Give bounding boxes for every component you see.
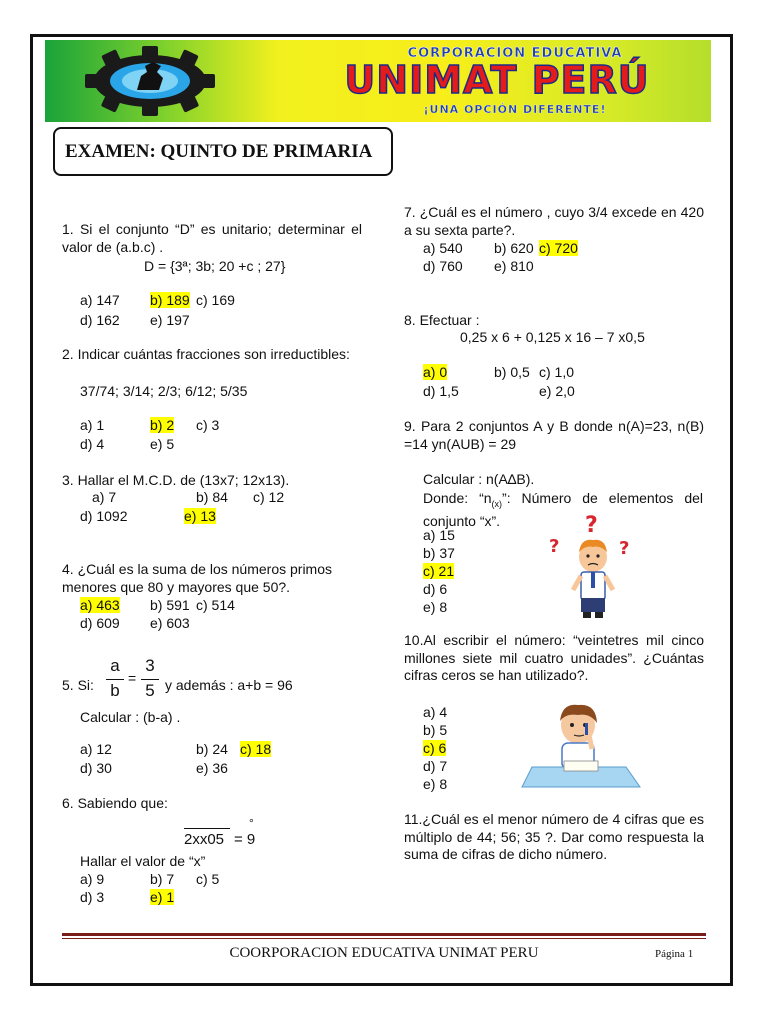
fraction-bar xyxy=(106,679,124,680)
option-1a: a) 147 xyxy=(80,292,120,308)
option-6e-correct: e) 1 xyxy=(150,889,175,905)
question-6-circ: ° xyxy=(249,816,254,830)
option-3d: d) 1092 xyxy=(80,508,128,524)
question-1-text: 1. Si el conjunto “D” es unitario; determinar el valor de (a.b.c) . xyxy=(62,221,362,255)
brand-name: UNIMAT PERÚ xyxy=(344,58,650,102)
question-6-text: 6. Sabiendo que: xyxy=(62,795,168,811)
question-8-text: 8. Efectuar : xyxy=(404,312,480,328)
svg-text:?: ? xyxy=(549,536,560,557)
option-10a: a) 4 xyxy=(423,704,448,720)
option-2d: d) 4 xyxy=(80,436,105,452)
gear-logo-icon xyxy=(75,46,225,116)
option-2e: e) 5 xyxy=(150,436,175,452)
footer-rule-thin xyxy=(62,938,706,939)
option-9d: d) 6 xyxy=(423,581,448,597)
option-4c: c) 514 xyxy=(196,597,235,613)
option-5a: a) 12 xyxy=(80,741,112,757)
option-6b: b) 7 xyxy=(150,871,175,887)
exam-title: EXAMEN: QUINTO DE PRIMARIA xyxy=(53,127,393,176)
option-1d: d) 162 xyxy=(80,312,120,328)
question-6-eq: = 9 xyxy=(234,831,256,848)
option-8d: d) 1,5 xyxy=(423,383,459,399)
fraction-bar-2 xyxy=(141,679,159,680)
option-5d: d) 30 xyxy=(80,760,112,776)
question-1-set: D = {3ª; 3b; 20 +c ; 27} xyxy=(144,258,286,274)
question-11-text: 11.¿Cuál es el menor número de 4 cifras que es múltiplo de 44; 56; 35 ?. Dar como respuesta la suma de cifras de dicho número. xyxy=(404,811,704,862)
fraction-numerator-a: a xyxy=(110,656,120,675)
slogan: ¡UNA OPCIÓN DIFERENTE! xyxy=(423,103,607,116)
question-6-expr: 2xx05 xyxy=(184,831,225,848)
question-5-condition: y además : a+b = 96 xyxy=(165,677,293,693)
corporacion-label: CORPORACION EDUCATIVA xyxy=(407,46,623,61)
fraction-numerator-3: 3 xyxy=(145,656,155,675)
option-7c-correct: c) 720 xyxy=(539,240,578,256)
question-10-text: 10.Al escribir el número: “veintetres mil cinco millones siete mil cuatro unidades”. ¿Cuántas cifras ceros se han utilizado?. xyxy=(404,632,704,683)
option-2a: a) 1 xyxy=(80,417,105,433)
option-4d: d) 609 xyxy=(80,615,120,631)
fraction-equals: = xyxy=(128,670,137,686)
option-3c: c) 12 xyxy=(253,489,285,505)
fraction-denominator-b: b xyxy=(110,681,120,700)
option-9c-correct: c) 21 xyxy=(423,563,455,579)
option-7e: e) 810 xyxy=(494,258,534,274)
question-3-text: 3. Hallar el M.C.D. de (13x7; 12x13). xyxy=(62,472,290,488)
option-10e: e) 8 xyxy=(423,776,448,792)
option-2b-correct: b) 2 xyxy=(150,417,175,433)
option-9e: e) 8 xyxy=(423,599,448,615)
option-6d: d) 3 xyxy=(80,889,105,905)
svg-text:?: ? xyxy=(619,538,630,559)
option-5e: e) 36 xyxy=(196,760,228,776)
option-3a: a) 7 xyxy=(92,489,117,505)
page-number: Página 1 xyxy=(655,948,694,960)
option-8e: e) 2,0 xyxy=(539,383,575,399)
option-9a: a) 15 xyxy=(423,527,455,543)
question-6-find: Hallar el valor de “x” xyxy=(80,853,206,869)
confused-student-illustration xyxy=(545,512,641,622)
option-4b: b) 591 xyxy=(150,597,190,613)
question-2-text: 2. Indicar cuántas fracciones son irreductibles: xyxy=(62,346,350,362)
option-10c-correct: c) 6 xyxy=(423,740,447,756)
question-8-expr: 0,25 x 6 + 0,125 x 16 – 7 x0,5 xyxy=(460,329,645,345)
option-5b: b) 24 xyxy=(196,741,228,757)
option-6a: a) 9 xyxy=(80,871,105,887)
question-9-calc: Calcular : n(A∆B). xyxy=(423,471,535,487)
option-7a: a) 540 xyxy=(423,240,463,256)
header-banner xyxy=(45,40,711,122)
svg-text:?: ? xyxy=(585,513,598,538)
option-8c: c) 1,0 xyxy=(539,364,575,380)
question-5-calc: Calcular : (b-a) . xyxy=(80,709,181,725)
overline xyxy=(184,828,230,829)
option-10b: b) 5 xyxy=(423,722,448,738)
option-1b-correct: b) 189 xyxy=(150,292,190,308)
question-9-text: 9. Para 2 conjuntos A y B donde n(A)=23, n(B) =14 yn(AUB) = 29 xyxy=(404,418,704,452)
fraction-denominator-5: 5 xyxy=(145,681,155,700)
question-4-text: 4. ¿Cuál es la suma de los números primos menores que 80 y mayores que 50?. xyxy=(62,561,332,595)
option-4e: e) 603 xyxy=(150,615,190,631)
option-7d: d) 760 xyxy=(423,258,463,274)
question-9-donde: Donde: “$n_{(x)}$”: Número de elementos del conjunto “x”. xyxy=(423,490,703,530)
option-7b: b) 620 xyxy=(494,240,534,256)
option-9b: b) 37 xyxy=(423,545,455,561)
question-5-prefix: 5. Si: xyxy=(62,677,94,693)
footer-rule-thick xyxy=(62,933,706,936)
footer-text: COORPORACION EDUCATIVA UNIMAT PERU xyxy=(229,945,539,961)
option-2c: c) 3 xyxy=(196,417,220,433)
option-8b: b) 0,5 xyxy=(494,364,530,380)
option-3e-correct: e) 13 xyxy=(184,508,216,524)
option-6c: c) 5 xyxy=(196,871,220,887)
option-10d: d) 7 xyxy=(423,758,448,774)
option-3b: b) 84 xyxy=(196,489,228,505)
option-5c-correct: c) 18 xyxy=(240,741,272,757)
option-1e: e) 197 xyxy=(150,312,190,328)
question-2-list: 37/74; 3/14; 2/3; 6/12; 5/35 xyxy=(80,383,248,399)
option-8a-correct: a) 0 xyxy=(423,364,448,380)
question-7-text: 7. ¿Cuál es el número , cuyo 3/4 excede en 420 a su sexta parte?. xyxy=(404,204,704,238)
option-1c: c) 169 xyxy=(196,292,235,308)
thinking-student-illustration xyxy=(514,697,650,793)
option-4a-correct: a) 463 xyxy=(80,597,120,613)
